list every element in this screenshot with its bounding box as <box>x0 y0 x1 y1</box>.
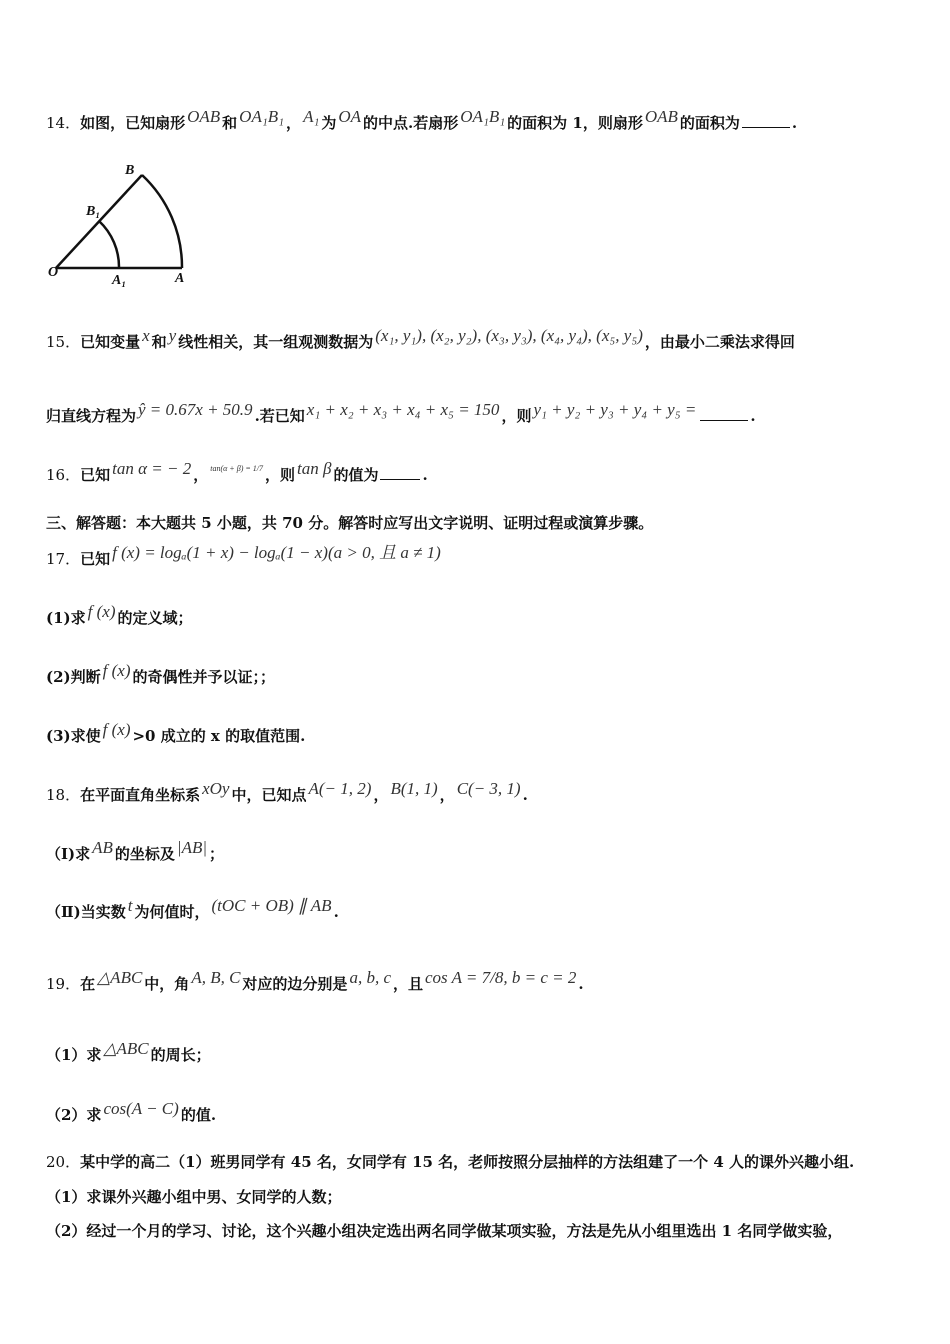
label-O: O <box>48 265 59 280</box>
math: f (x) <box>87 602 116 621</box>
q19-line: 19．在 △ABC 中，角 A, B, C 对应的边分别是 a, b, c ，且 cos A = 7/8, b = c = 2 . <box>46 968 584 993</box>
q19-number: 19． <box>46 975 81 993</box>
answer-blank <box>380 465 420 480</box>
math: xOy <box>202 779 230 798</box>
arc-A1B1 <box>99 221 119 268</box>
math: y₁ + y₂ + y₃ + y₄ + y₅ = <box>533 400 697 419</box>
math: ŷ = 0.67x + 50.9 <box>138 400 253 419</box>
math: |AB| <box>176 838 208 857</box>
q18-part-1: （Ⅰ)求 AB 的坐标及 |AB| ； <box>46 838 225 863</box>
math: x₁ + x₂ + x₃ + x₄ + x₅ = 150 <box>306 400 500 419</box>
answer-blank <box>700 406 748 421</box>
q17-line: 17．已知 f (x) = logₐ(1 + x) − logₐ(1 − x)(a > 0, 且 a ≠ 1) <box>46 543 441 568</box>
q15-line-1: 15．已知变量 x 和 y 线性相关，其一组观测数据为 (x₁, y₁), (x₂, y₂), (x₃, y₃), (x₄, y₄), (x₅, y₅) ，由最小二乘法求得回 <box>46 326 795 351</box>
math: OA₁B₁ <box>460 107 506 126</box>
math: C(− 3, 1) <box>456 779 521 798</box>
q17-part-2: (2)判断 f (x) 的奇偶性并予以证；； <box>46 661 275 686</box>
q19-part-2: （2）求 cos(A − C) 的值. <box>46 1099 217 1124</box>
sector-diagram <box>44 158 204 288</box>
math: cos A = 7/8, b = c = 2 <box>425 968 577 987</box>
q20-number: 20． <box>46 1153 81 1171</box>
q17-number: 17． <box>46 550 81 568</box>
arc-AB <box>142 175 182 268</box>
math: t <box>127 896 133 915</box>
math: f (x) = logₐ(1 + x) − logₐ(1 − x)(a > 0, 且 a ≠ 1) <box>112 543 441 562</box>
q20-part-2: （2）经过一个月的学习、讨论，这个兴趣小组决定选出两名同学做某项实验，方法是先从小组里选出 1 名同学做实验， <box>46 1222 843 1240</box>
label-A: A <box>175 271 185 286</box>
q18-number: 18． <box>46 786 81 804</box>
math: OA <box>338 107 362 126</box>
q20-line: 20．某中学的高二（1）班男同学有 45 名，女同学有 15 名，老师按照分层抽样的方法组建了一个 4 人的课外兴趣小组. <box>46 1153 855 1171</box>
math: y <box>168 326 177 345</box>
math: △ABC <box>103 1039 149 1058</box>
math: OAB <box>644 107 678 126</box>
math: tan α = − 2 <box>112 459 192 478</box>
label-B1: B₁ <box>86 204 101 219</box>
label-A1: A₁ <box>112 273 127 288</box>
math: tan β <box>297 459 332 478</box>
q15-number: 15． <box>46 333 81 351</box>
math: B(1, 1) <box>390 779 438 798</box>
math: tan(α + β) = 1/7 <box>210 464 263 473</box>
math: △ABC <box>97 968 143 987</box>
math: cos(A − C) <box>103 1099 179 1118</box>
math: AB <box>92 838 113 857</box>
math: (x₁, y₁), (x₂, y₂), (x₃, y₃), (x₄, y₄), (x₅, y₅) <box>375 326 643 345</box>
label-B: B <box>125 163 135 178</box>
q17-part-1: (1)求 f (x) 的定义域； <box>46 602 193 627</box>
q15-line-2: 归直线方程为 ŷ = 0.67x + 50.9 .若已知 x₁ + x₂ + x₃ + x₄ + x₅ = 150 ，则 y₁ + y₂ + y₃ + y₄ + y₅ = . <box>46 400 756 425</box>
math: f (x) <box>102 720 131 739</box>
q18-line: 18．在平面直角坐标系 xOy 中，已知点 A(− 1, 2) ， B(1, 1) ， C(− 3, 1) . <box>46 779 528 804</box>
math: x <box>142 326 150 345</box>
q14-line: 14．如图，已知扇形 OAB 和 OA₁B₁ ， A₁ 为 OA 的中点.若扇形 OA₁B₁ 的面积为 1，则扇形 OAB 的面积为 . <box>46 107 798 132</box>
q19-part-1: （1）求 △ABC 的周长； <box>46 1039 211 1064</box>
math: OA₁B₁ <box>239 107 285 126</box>
q20-part-1: （1）求课外兴趣小组中男、女同学的人数； <box>46 1188 342 1206</box>
math: A₁ <box>303 107 320 126</box>
math: a, b, c <box>349 968 391 987</box>
section-heading: 三、解答题：本大题共 5 小题，共 70 分。解答时应写出文字说明、证明过程或演算步骤。 <box>46 514 654 532</box>
q16-line: 16．已知 tan α = − 2 ， $^{tan(\alpha + \beta) = 1/7}$ ，则 tan β 的值为 . <box>46 459 428 484</box>
math: A(− 1, 2) <box>308 779 372 798</box>
q18-part-2: （Ⅱ)当实数 t 为何值时， (tOC + OB) ∥ AB . <box>46 896 339 921</box>
q17-part-3: (3)求使 f (x) >0 成立的 x 的取值范围. <box>46 720 306 745</box>
q14-number: 14． <box>46 114 81 132</box>
math: A, B, C <box>191 968 241 987</box>
answer-blank <box>742 113 790 128</box>
math: f (x) <box>102 661 131 680</box>
math: OAB <box>187 107 221 126</box>
q16-number: 16． <box>46 466 81 484</box>
math: (tOC + OB) ∥ AB <box>211 896 332 915</box>
